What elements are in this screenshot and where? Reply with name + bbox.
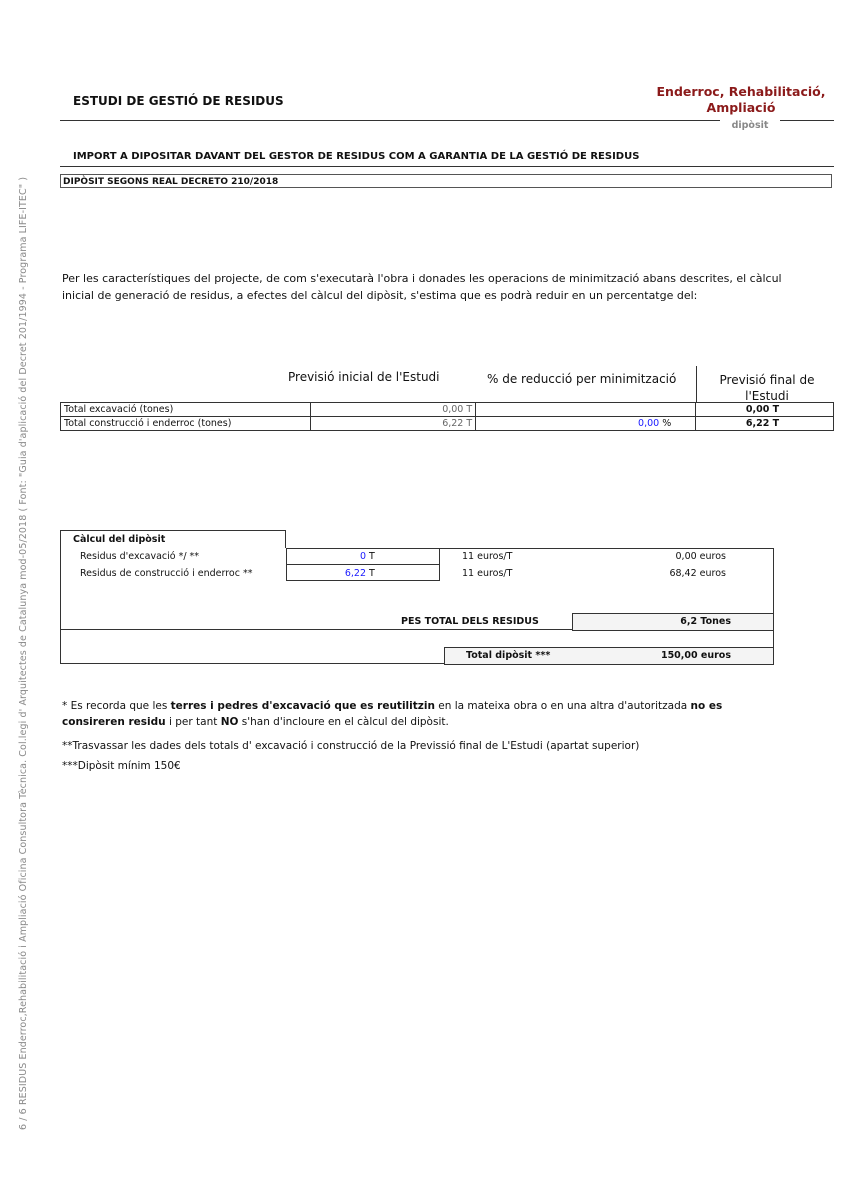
calc-qty: 6,22 (344, 568, 366, 579)
total-deposit-value: 150,00 euros (660, 650, 731, 661)
section-title: IMPORT A DIPOSITAR DAVANT DEL GESTOR DE RESIDUS COM A GARANTIA DE LA GESTIÓ DE RESIDUS (73, 151, 640, 162)
intro-paragraph: Per les característiques del projecte, de com s'executarà l'obra i donades les operacions de minimització abans descrites, el càlcul inicial de generació de residus, a efectes del càlcul del dipòsit, s'estima que es podrà reduir en un percentatge del: (62, 272, 782, 302)
row-final-value: 6,22 T (745, 418, 780, 429)
calc-amount: 68,42 euros (669, 568, 726, 579)
header-category: Enderroc, Rehabilitació, Ampliació (656, 84, 826, 115)
row-initial: 0,00 T (310, 403, 476, 417)
table-row (61, 417, 834, 431)
total-deposit-label: Total dipòsit *** (466, 650, 551, 661)
notes (62, 698, 782, 774)
note-text: en la mateixa obra o en una altra d'autoritzada (434, 700, 691, 712)
note-bold-text: terres i pedres d'excavació que es reutilitzin (170, 700, 435, 712)
header-divider-right (780, 120, 834, 121)
note-bold-text: no es consireren residu (62, 700, 723, 728)
note-bold-text: NO (220, 716, 239, 728)
percent-sign: % (662, 418, 672, 429)
col-header-final: Previsió final de l'Estudi (719, 373, 815, 402)
row-initial: 6,22 T (310, 417, 476, 431)
calc-rate: 11 euros/T (462, 551, 513, 562)
col-header-divider (696, 366, 697, 402)
total-weight-value: 6,2 Tones (680, 616, 731, 627)
total-weight-label: PES TOTAL DELS RESIDUS (401, 616, 539, 627)
calc-unit: T (369, 551, 375, 562)
col-header-initial: Previsió inicial de l'Estudi (288, 370, 440, 384)
deposit-regulation-label: DIPÒSIT SEGONS REAL DECRETO 210/2018 (60, 174, 832, 188)
calc-rate: 11 euros/T (462, 568, 513, 579)
estimate-table (60, 402, 834, 431)
note-2: **Trasvassar les dades dels totals d' excavació i construcció de la Previssió final de L'Estudi (apartat superior) (62, 740, 640, 752)
table-row (61, 403, 834, 417)
calc-title: Càlcul del dipòsit (73, 534, 166, 545)
note-text: i per tant (165, 716, 221, 728)
row-final (696, 417, 834, 431)
side-footer-text: 6 / 6 RESIDUS Enderroc,Rehabilitació i Ampliació Oficina Consultora Tècnica. Col.legi d' Arquitectes de Catalunya mod-05/2018 ( Font: "Guia d'aplicació del Decret 201/1994 - Programa LIFE-ITEC" ) (18, 176, 29, 1130)
row-reduction (476, 417, 696, 431)
row-label: Total construcció i enderroc (tones) (61, 417, 311, 431)
calc-unit: T (369, 568, 375, 579)
calc-qty: 0 (359, 551, 366, 562)
row-final (696, 403, 834, 417)
note-text: s'han d'incloure en el càlcul del dipòsit. (238, 716, 449, 728)
header-subcategory: dipòsit (731, 120, 769, 131)
row-label: Total excavació (tones) (61, 403, 311, 417)
note-3: ***Dipòsit mínim 150€ (62, 760, 181, 772)
document-title: ESTUDI DE GESTIÓ DE RESIDUS (73, 94, 284, 108)
calc-row-label: Residus de construcció i enderroc ** (80, 568, 253, 579)
note-text: * Es recorda que les (62, 700, 171, 712)
calc-row-label: Residus d'excavació */ ** (80, 551, 200, 562)
section-divider (60, 166, 834, 167)
reduction-percentage-value: 0,00 (638, 418, 660, 429)
col-header-reduction: % de reducció per minimització (487, 372, 677, 386)
row-final-value: 0,00 T (745, 404, 780, 415)
note-1 (62, 698, 782, 730)
row-reduction (476, 403, 696, 417)
calc-amount: 0,00 euros (675, 551, 726, 562)
header-divider (60, 120, 720, 121)
